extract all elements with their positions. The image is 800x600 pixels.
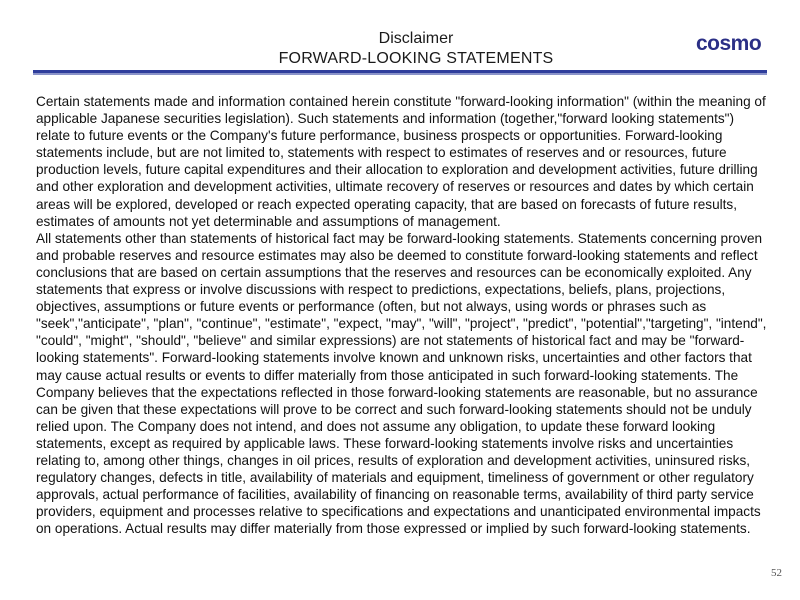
cosmo-logo: cosmo: [696, 32, 762, 55]
title-disclaimer: Disclaimer: [378, 30, 454, 47]
title-divider: [33, 70, 767, 75]
disclaimer-paragraph-1: Certain statements made and information contained herein constitute "forward-looking information" (within the meaning of applicable Japanese securities legislation). Such statements and information (together,"forward looking statements") relate to future events or the Company's future performance, business prospects or opportunities. Forward-looking statements include, but are not limited to, statements with respect to estimates of reserves and or resources, future production levels, future capital expenditures and their allocation to exploration and development activities, future drilling and other exploration and development activities, ultimate recovery of reserves or resources and dates by which certain areas will be explored, developed or reach expected operating capacity, that are based on forecasts of future results, estimates of amounts not yet determinable and assumptions of management.: [36, 94, 766, 229]
title-forward-looking-statements: FORWARD-LOOKING STATEMENTS: [278, 50, 554, 67]
page-number: 52: [771, 567, 782, 579]
disclaimer-paragraph-2: All statements other than statements of historical fact may be forward-looking statements. Statements concerning proven and probable reserves and resource estimates may also be deemed to constitute forward-looking statements and reflect conclusions that are based on certain assumptions that the reserves and resources can be economically exploited. Any statements that express or involve discussions with respect to predictions, expectations, beliefs, plans, projections, objectives, assumptions or future events or performance (often, but not always, using words or phrases such as "seek","anticipate", "plan", "continue", "estimate", "expect, "may", "will", "project", "predict", "potential","targeting", "intend", "could", "might", "should", "believe" and similar expressions) are not statements of historical fact and may be "forward-looking statements". Forward-looking statements involve known and unknown risks, uncertainties and other factors that may cause actual results or events to differ materially from those anticipated in such forward-looking statements. The Company believes that the expectations reflected in those forward-looking statements are reasonable, but no assurance can be given that these expectations will prove to be correct and such forward-looking statements should not be unduly relied upon. The Company does not intend, and does not assume any obligation, to update these forward looking statements, except as required by applicable laws. These forward-looking statements involve risks and uncertainties relating to, among other things, changes in oil prices, results of exploration and development activities, uninsured risks, regulatory changes, defects in title, availability of materials and equipment, timeliness of government or other regulatory approvals, actual performance of facilities, availability of financing on reasonable terms, availability of third party service providers, equipment and processes relative to specifications and expectations and unanticipated environmental impacts on operations. Actual results may differ materially from those expressed or implied by such forward-looking statements.: [36, 230, 767, 537]
slide-title: [0, 29, 800, 68]
disclaimer-body: [36, 93, 770, 537]
